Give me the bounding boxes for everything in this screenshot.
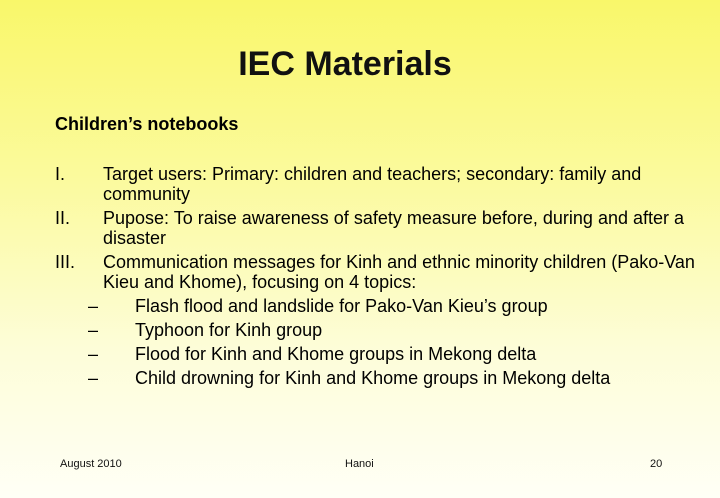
sub-list-item-text: Flood for Kinh and Khome groups in Mekong delta [135,344,537,364]
sub-list-item-text: Typhoon for Kinh group [135,320,323,340]
slide-title: IEC Materials [238,45,452,83]
sub-list-marker: – [88,296,99,316]
list-item-text: Pupose: To raise awareness of safety measure before, during and after a disaster [103,208,685,248]
sub-list-item-text: Flash flood and landslide for Pako-Van Kieu’s group [135,296,548,316]
sub-list-item [88,296,695,316]
sub-list-marker: – [88,368,99,388]
sub-list-item [88,320,695,340]
list-marker: I. [55,164,66,184]
list-item [55,164,695,204]
list-item-text: Communication messages for Kinh and ethnic minority children (Pako-Van Kieu and Khome), focusing on 4 topics: [103,252,695,292]
slide-subtitle: Children’s notebooks [55,114,239,134]
footer-date: August 2010 [60,458,122,470]
sub-list-marker: – [88,344,99,364]
list-item [55,208,695,248]
sub-list-item [88,344,695,364]
list-item [55,252,695,292]
bullet-list [55,164,695,392]
sub-list-item-text: Child drowning for Kinh and Khome groups in Mekong delta [135,368,611,388]
footer-page-number: 20 [650,458,663,470]
list-marker: III. [55,252,76,272]
list-item-text: Target users: Primary: children and teachers; secondary: family and community [103,164,642,204]
sub-list-item [88,368,695,388]
sub-list-marker: – [88,320,99,340]
footer-location: Hanoi [345,458,374,470]
list-marker: II. [55,208,71,228]
